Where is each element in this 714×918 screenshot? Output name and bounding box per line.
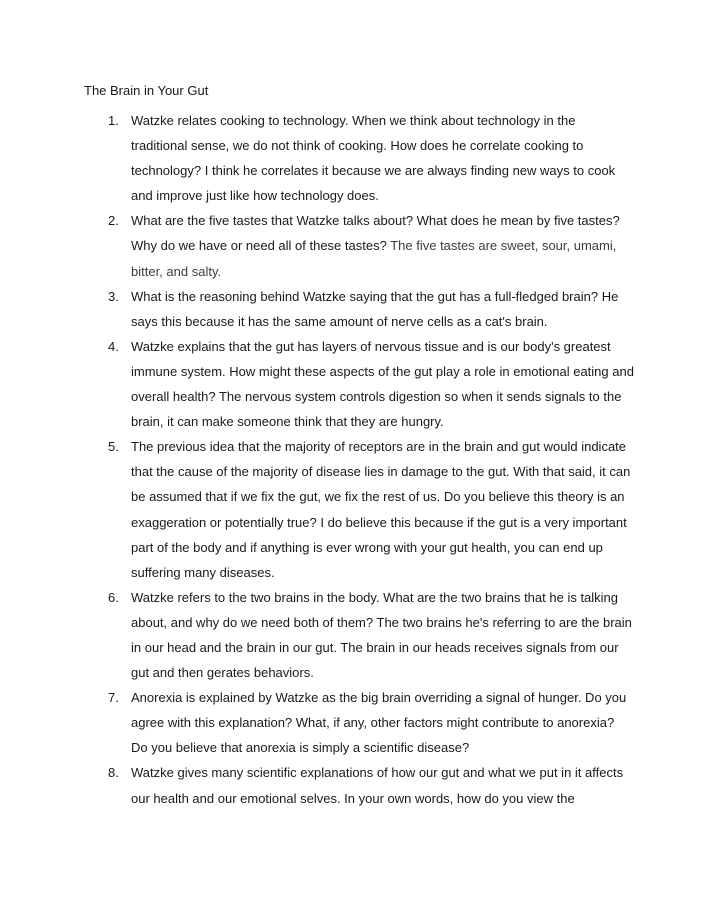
- question-number: 3.: [108, 288, 119, 304]
- question-text: Watzke relates cooking to technology. When we think about technology in the traditional sense, we do not think of cooking. How does he correlate cooking to technology?: [131, 113, 584, 179]
- question-text: Anorexia is explained by Watzke as the big brain overriding a signal of hunger. Do you agree with this explanation? What, if any, other factors might contribute to anorexia? Do you believe that anorexia is simply a scientific disease?: [131, 690, 627, 756]
- question-number: 6.: [108, 589, 119, 605]
- question-body: [131, 108, 634, 208]
- question-body: [131, 685, 634, 760]
- answer-text: The five tastes are sweet, sour, umami, bitter, and salty.: [131, 238, 617, 279]
- answer-text: The nervous system controls digestion so when it sends signals to the brain, it can make someone think that they are hungry.: [131, 389, 622, 430]
- question-item-4: [0, 334, 714, 434]
- question-number: 7.: [108, 690, 119, 706]
- question-list: [0, 108, 714, 811]
- question-body: [131, 284, 634, 334]
- question-item-5: [0, 434, 714, 585]
- question-text: What are the five tastes that Watzke talks about? What does he mean by five tastes? Why do we have or need all of these tastes?: [131, 213, 620, 254]
- answer-text: I think he correlates it because we are always finding new ways to cook and improve just like how technology does.: [131, 163, 616, 204]
- question-body: [131, 208, 634, 283]
- question-body: [131, 585, 634, 685]
- question-text: Watzke gives many scientific explanations of how our gut and what we put in it affects our health and our emotional selves. In your own words, how do you view the: [131, 765, 624, 806]
- answer-text: The two brains he's referring to are the brain in our head and the brain in our gut. The brain in our heads receives signals from our gut and then gerates behaviors.: [131, 614, 632, 681]
- question-item-8: [0, 760, 714, 810]
- question-body: [131, 760, 634, 810]
- question-text: The previous idea that the majority of receptors are in the brain and gut would indicate that the cause of the majority of disease lies in damage to the gut. With that said, it can be assumed that if we fix the gut, we fix the rest of us. Do you believe this theory is an exaggeration or potentially true?: [131, 439, 631, 530]
- question-text: Watzke refers to the two brains in the body. What are the two brains that he is talking about, and why do we need both of them?: [131, 589, 619, 630]
- question-body: [131, 434, 634, 585]
- question-body: [131, 334, 634, 434]
- question-item-7: [0, 685, 714, 760]
- answer-text: I do believe this because if the gut is a very important part of the body and if anything is ever wrong with your gut health, you can end up suffering many diseases.: [131, 514, 627, 580]
- question-number: 8.: [108, 765, 119, 781]
- question-number: 2.: [108, 213, 119, 229]
- question-text: What is the reasoning behind Watzke saying that the gut has a full-fledged brain?: [131, 288, 599, 304]
- question-item-2: [0, 208, 714, 283]
- question-item-3: [0, 284, 714, 334]
- question-number: 4.: [108, 338, 119, 354]
- document-title: The Brain in Your Gut: [84, 83, 209, 98]
- question-number: 5.: [108, 439, 119, 455]
- answer-text: He says this because it has the same amount of nerve cells as a cat's brain.: [131, 288, 619, 329]
- question-item-1: [0, 108, 714, 208]
- question-item-6: [0, 585, 714, 685]
- question-number: 1.: [108, 113, 119, 128]
- question-text: Watzke explains that the gut has layers of nervous tissue and is our body's greatest immune system. How might these aspects of the gut play a role in emotional eating and overall health?: [131, 338, 634, 405]
